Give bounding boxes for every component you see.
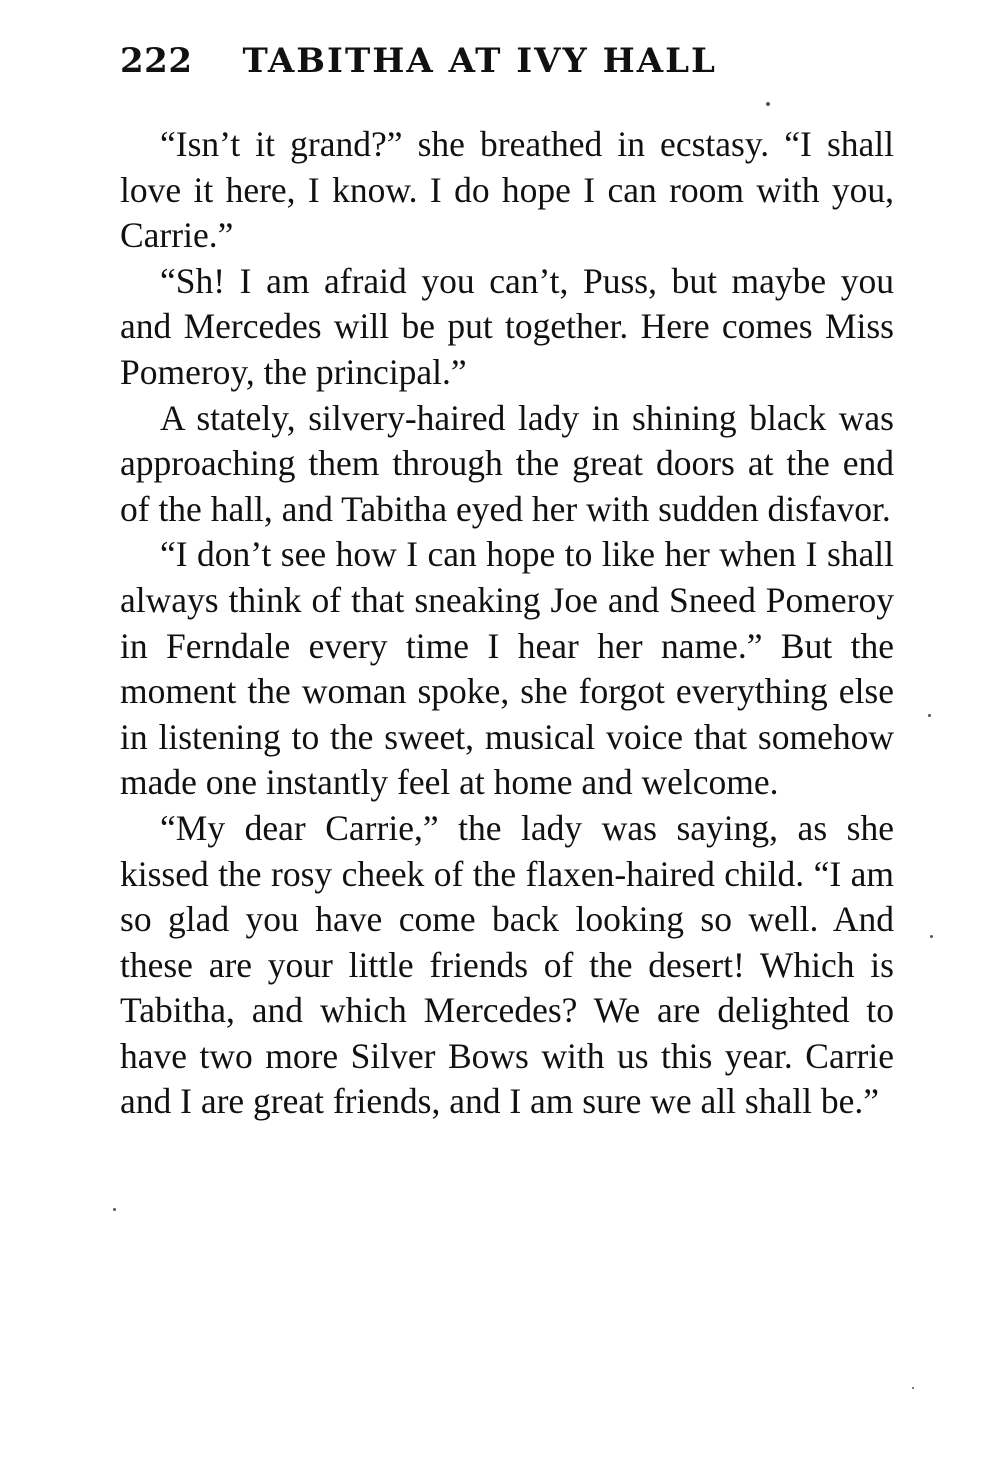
paragraph: A stately, silvery-haired lady in shining black was approaching them through the great doors at the end of the hall, and Tabitha eyed her with sudden disfavor. bbox=[120, 397, 894, 529]
paragraph: “I don’t see how I can hope to like her when I shall always think of that sneaking Joe and Sneed Pomeroy in Ferndale every time I hear her name.” But the moment the woman spoke, she forgot everything else in listening to the sweet, musical voice that somehow made one instantly feel at home and welcome. bbox=[120, 534, 894, 803]
paragraph: “Sh! I am afraid you can’t, Puss, but maybe you and Mercedes will be put together. Here comes Miss Pomeroy, the principal.” bbox=[120, 260, 894, 392]
book-title: TABITHA AT IVY HALL bbox=[242, 41, 717, 81]
scan-speck bbox=[766, 102, 770, 106]
scan-speck bbox=[113, 1208, 116, 1211]
scan-speck bbox=[928, 714, 931, 717]
page-number: 222 bbox=[120, 41, 193, 81]
paragraph: “My dear Carrie,” the lady was saying, as she kissed the rosy cheek of the flaxen-haired child. “I am so glad you have come back looking so well. And these are your little friends of the desert! Which is Tabitha, and which Mercedes? We are delighted to have two more Silver Bows with us this year. Carrie and I are great friends, and I am sure we all shall be.” bbox=[120, 807, 894, 1122]
scan-speck bbox=[930, 935, 933, 938]
body-text bbox=[120, 122, 894, 1125]
running-head bbox=[120, 36, 900, 86]
paragraph: “Isn’t it grand?” she breathed in ecstasy. “I shall love it here, I know. I do hope I can room with you, Carrie.” bbox=[120, 124, 894, 256]
scan-speck bbox=[912, 1387, 914, 1389]
